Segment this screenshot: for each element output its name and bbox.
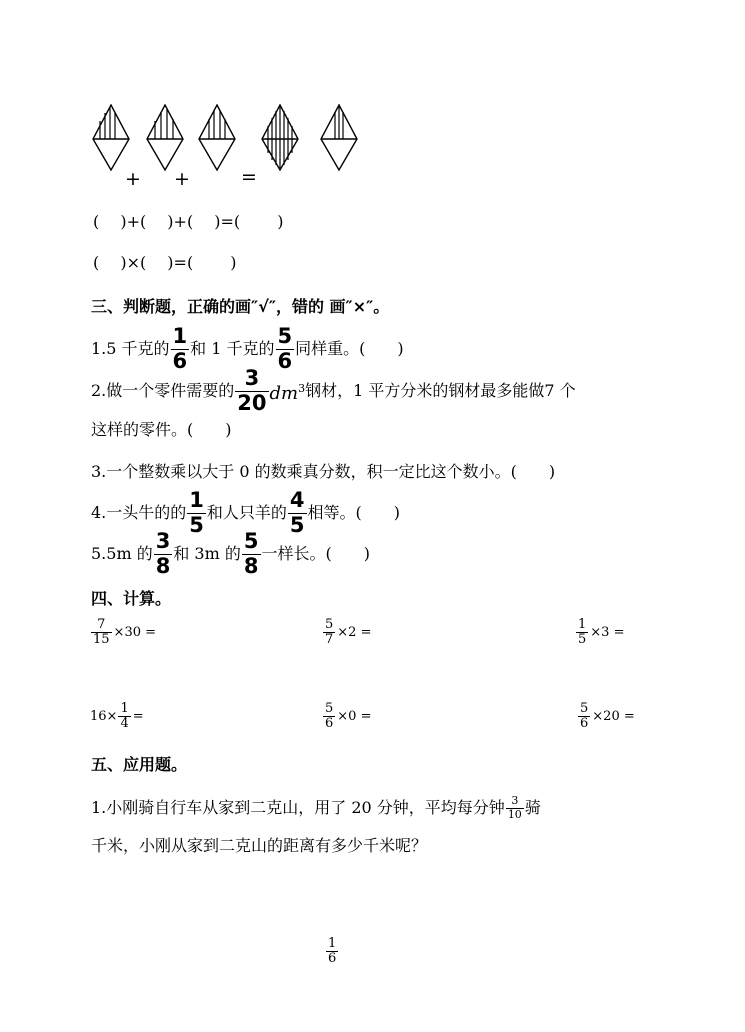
p1-text-b: 骑 <box>524 798 541 817</box>
kite-shape-3 <box>197 104 237 172</box>
calc-item-5: $\frac{5}{6}$ ×0 = <box>325 701 372 732</box>
q1-text-b: 和 1 千克的 <box>190 339 275 358</box>
q2-text-line2: 这样的零件。( ) <box>91 420 232 439</box>
p1-text-line2: 千米，小刚从家到二克山的距离有多少千米呢？ <box>91 836 428 855</box>
q1-fraction-1: $\frac{1}{6}$ <box>172 324 188 373</box>
section3-heading: 三、判断题，正确的画″√″，错的 画″×″。 <box>91 297 390 316</box>
problem-5-1 <box>91 788 541 828</box>
plus-sign-1: + <box>125 168 141 190</box>
q2-unit: $dm^3$ <box>269 381 306 404</box>
kite-shape-1 <box>91 104 131 172</box>
question-3-2 <box>91 368 576 414</box>
calc-item-6: $\frac{5}{6}$ ×20 = <box>580 701 635 732</box>
q2-text-b: 钢材，1 平方分米的钢材最多能做7 个 <box>305 381 576 400</box>
q5-text-b: 和 3m 的 <box>173 544 241 563</box>
question-3-1 <box>91 326 404 372</box>
q1-text-a: 1.5 千克的 <box>91 339 170 358</box>
q2-text-a: 2.做一个零件需要的 <box>91 381 235 400</box>
kite-shape-5 <box>319 104 359 172</box>
q5-text-c: 一样长。( ) <box>261 544 370 563</box>
q2-fraction: $\frac{3}{20}$ <box>237 366 267 415</box>
question-3-3: 3.一个整数乘以大于 0 的数乘真分数，积一定比这个数小。( ) <box>91 462 556 481</box>
q4-text-c: 相等。( ) <box>307 503 401 522</box>
q4-text-b: 和人只羊的 <box>206 503 287 522</box>
page-number: $\frac{1}{6}$ <box>328 936 337 967</box>
kite-shape-4 <box>260 104 300 172</box>
q4-fraction-2: $\frac{4}{5}$ <box>289 488 305 537</box>
q4-text-a: 4.一头牛的的 <box>91 503 187 522</box>
equals-sign: = <box>241 166 257 188</box>
section4-heading: 四、计算。 <box>91 589 172 608</box>
plus-sign-2: + <box>174 168 190 190</box>
q1-fraction-2: $\frac{5}{6}$ <box>277 324 293 373</box>
calc-item-4: 16× $\frac{1}{4}$ = <box>90 701 144 732</box>
addition-blank-line: ( )+( )+( )=( ) <box>93 212 284 231</box>
p1-fraction: $\frac{3}{10}$ <box>507 794 522 821</box>
question-3-5 <box>91 531 370 577</box>
q5-fraction-1: $\frac{3}{8}$ <box>155 529 171 578</box>
calc-item-1: $\frac{7}{15}$ ×30 = <box>93 617 157 648</box>
q1-text-c: 同样重。( ) <box>295 339 404 358</box>
section5-heading: 五、应用题。 <box>91 755 188 774</box>
kite-shape-2 <box>145 104 185 172</box>
q5-fraction-2: $\frac{5}{8}$ <box>243 529 259 578</box>
calc-item-3: $\frac{1}{5}$ ×3 = <box>578 617 625 648</box>
multiplication-blank-line: ( )×( )=( ) <box>93 253 237 272</box>
calc-item-2: $\frac{5}{7}$ ×2 = <box>325 617 372 648</box>
q4-fraction-1: $\frac{1}{5}$ <box>189 488 204 537</box>
p1-text-a: 1.小刚骑自行车从家到二克山，用了 20 分钟，平均每分钟 <box>91 798 505 817</box>
q5-text-a: 5.5m 的 <box>91 544 153 563</box>
